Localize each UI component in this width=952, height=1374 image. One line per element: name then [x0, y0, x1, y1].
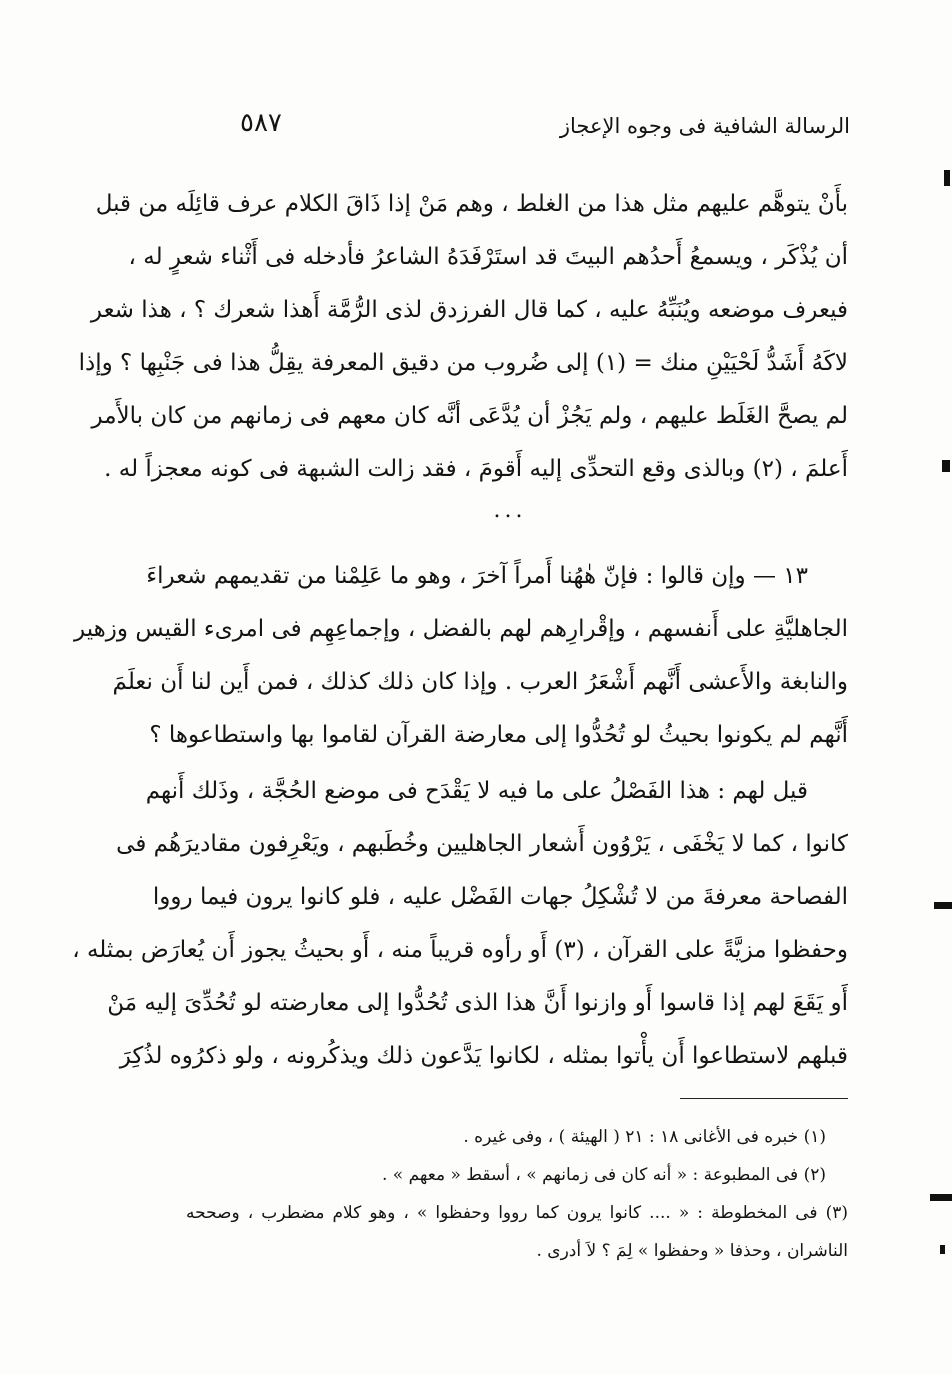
footnote-divider	[680, 1098, 848, 1099]
text-line: الجاهليَّةِ على أَنفسهم ، وإقْرارِهم لهم بالفضل ، وإجماعِهِم فى امرىء القيس وزهير	[74, 616, 848, 642]
footnote-1: (١) خبره فى الأغانى ١٨ : ٢١ ( الهيئة ) ، وفى غيره .	[463, 1127, 826, 1147]
text-line: أَعلمَ ، (٢) وبالذى وقع التحدِّى إليه أَقومَ ، فقد زالت الشبهة فى كونه معجزاً له .	[104, 456, 848, 482]
footnote-2: (٢) فى المطبوعة : « أنه كان فى زمانهم » ، أسقط « معهم » .	[382, 1165, 826, 1185]
text-line: أن يُذْكَر ، ويسمعُ أَحدُهم البيتَ قد استَرْفَدَهُ الشاعرُ فأدخله فى أَثْناء شعرٍ له ،	[128, 244, 848, 270]
paragraph-3	[72, 765, 848, 1083]
text-line: قيل لهم : هذا الفَصْلُ على ما فيه لا يَقْدَح فى موضع الحُجَّة ، وذَلك أَنهم	[145, 778, 808, 804]
paragraph-2	[74, 550, 848, 762]
text-line: لاكَهُ أَشَدُّ لَحْيَيْنِ منك = (١) إلى ضُروب من دقيق المعرفة يقِلُّ هذا فى جَنْبِها ؟ وإذا	[78, 350, 848, 376]
text-line: كانوا ، كما لا يَخْفَى ، يَرْوُون أَشعار الجاهليين وخُطَبهم ، ويَعْرِفون مقاديرَهُم فى	[116, 831, 848, 857]
text-line: الفصاحة معرفةَ من لا تُشْكِلُ جهات الفَضْل عليه ، فلو كانوا يرون فيما رووا	[152, 884, 848, 910]
scan-edge-mark	[934, 902, 952, 909]
section-separator: ...	[493, 498, 527, 523]
text-line: لم يصحَّ الغَلَط عليهم ، ولم يَجُزْ أن يُدَّعَى أنَّه كان معهم فى زمانهم من كان بالأَمر	[91, 403, 848, 429]
footnote-3-continuation: الناشران ، وحذفا « وحفظوا » لِمَ ؟ لاَ أدرى .	[536, 1241, 848, 1261]
scan-edge-mark	[942, 460, 950, 472]
page-header	[170, 108, 850, 148]
footnote-3: (٣) فى المخطوطة : « .... كانوا يرون كما رووا وحفظوا » ، وهو كلام مضطرب ، وصححه	[186, 1203, 848, 1223]
page-number: ٥٨٧	[240, 108, 282, 138]
scan-edge-mark	[930, 1194, 952, 1201]
text-line: فيعرف موضعه ويُنَبِّهُ عليه ، كما قال الفرزدق لذى الرُّمَّة أَهذا شعرك ؟ ، هذا شعر	[90, 297, 848, 323]
text-line: قبلهم لاستطاعوا أَن يأْتوا بمثله ، لكانوا يَدَّعون ذلك ويذكُرونه ، ولو ذكرُوه لذُكِرَ	[119, 1043, 848, 1069]
footnotes	[186, 1118, 848, 1270]
text-line: وحفظوا مزيَّةً على القرآن ، (٣) أَو رأوه قريباً منه ، أَو بحيثُ يجوز أَن يُعارَض بمثله ،	[72, 937, 848, 963]
text-line: أَنَّهم لم يكونوا بحيثُ لو تُحُدُّوا إلى معارضة القرآن لقاموا بها واستطاعوها ؟	[149, 722, 848, 748]
scan-edge-mark	[940, 1245, 945, 1254]
running-title: الرسالة الشافية فى وجوه الإعجاز	[559, 114, 850, 138]
text-line: بأَنْ يتوهَّم عليهم مثل هذا من الغلط ، وهم مَنْ إذا ذَاقَ الكلام عرف قائِلَه من قبل	[95, 191, 848, 217]
text-line: ١٣ — وإن قالوا : فإنّ هٰهُنا أَمراً آخرَ ، وهو ما عَلِمْنا من تقديمهم شعراءَ	[146, 563, 808, 589]
text-line: أَو يَقَعَ لهم إذا قاسوا أَو وازنوا أَنَّ هذا الذى تُحُدُّوا إلى معارضته لو تُحُدِّىَ إليه مَنْ	[107, 990, 848, 1016]
paragraph-1	[78, 178, 848, 496]
scan-edge-mark	[944, 170, 950, 186]
text-line: والنابغة والأَعشى أَنَّهم أَشْعَرُ العرب . وإذا كان ذلك كذلك ، فمن أَين لنا أَن نعلَمَ	[112, 669, 848, 695]
